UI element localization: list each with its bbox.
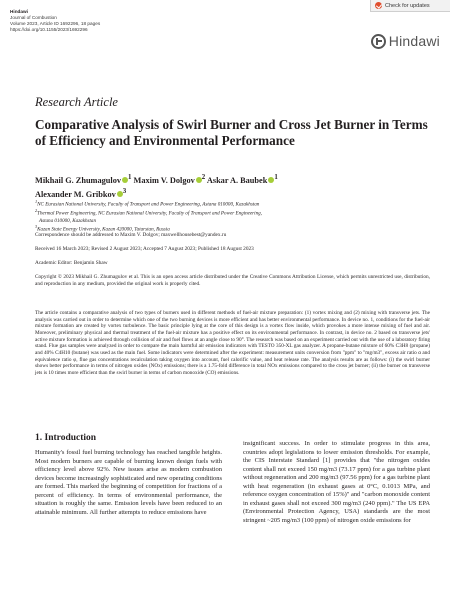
author-affiliation-sup: 1 <box>274 174 278 181</box>
author-affiliation-sup: 1 <box>128 174 132 181</box>
journal-name: Journal of Combustion <box>10 15 57 20</box>
author-affiliation-sup: 3 <box>122 187 127 195</box>
hindawi-logo-icon <box>371 34 386 49</box>
intro-right-column: insignificant success. In order to stimulate progress in this area, countries adopt legislations to lower emission thresholds. For example, the CIS Interstate Standard [1] provides that "the nitrogen oxides content shall not exceed 150 mg/m3 (73.17 ppm) for a gas turbine plant without regeneration and 200 mg/m3 (97.56 ppm) for a gas turbine plant with heat regeneration (in exhaust gases at 0°C, 0.1013 MPa, and reference oxygen concentration of 15%)" and "carbon monoxide content in exhaust gases shall not exceed 300 mg/m3 (240 ppm)." The US EPA (Environmental Protection Agency, USA) standards are the most stringent ~205 mg/m3 (100 ppm) of nitrogen oxide emissions for <box>243 440 431 524</box>
doi-link[interactable]: https://doi.org/10.1155/2023/1692296 <box>10 27 88 32</box>
author-name: Alexander M. Gribkov <box>35 189 116 199</box>
affiliation-text: Kazan State Energy University, Kazan 420000, Tatarstan, Russia <box>37 226 170 233</box>
affiliation-item <box>35 208 430 217</box>
hindawi-logo-word: Hindawi <box>388 33 440 49</box>
affiliation-sup: 3 <box>35 224 38 230</box>
journal-info <box>10 9 100 33</box>
check-icon <box>375 2 382 9</box>
article-type: Research Article <box>35 95 118 109</box>
author-name: Maxim V. Dolgov <box>133 175 195 185</box>
check-for-updates-badge[interactable] <box>370 0 450 12</box>
affiliation-item <box>35 199 430 208</box>
affiliations <box>35 199 430 233</box>
copyright-notice: Copyright © 2023 Mikhail G. Zhumagulov et al. This is an open access article distributed under the Creative Commons Attribution License, which permits unrestricted use, distribution, and reproduction in any medium, provided the original work is properly cited. <box>35 274 430 287</box>
affiliation-sup: 1 <box>35 199 38 204</box>
paper-title: Comparative Analysis of Swirl Burner and Cross Jet Burner in Terms of Efficiency and Environmental Performance <box>35 117 428 148</box>
hindawi-logo <box>371 33 440 49</box>
publisher-name: Hindawi <box>10 9 28 14</box>
check-for-updates-label: Check for updates <box>385 2 430 9</box>
abstract: The article contains a comparative analysis of two types of burners used in different methods of fuel-air mixture preparation: (1) vortex mixing and (2) mixing with transverse jets. The analysis was carried out in order to determine which one of the two burning devices is more efficient and has better environmental performance. In device no. 1, conditions for the fuel-air mixture formation are created by vortex turbulence. The basic principle lying at the core of this design is a vortex flow inside, which provokes a more intense mixing of fuel and air. Moreover, preliminary physical and thermal treatment of the fuel-air mixture has a positive effect on its environmental performance. In contrast, in device no. 2 based on transverse jets' active mixture formation is achieved through collision of air and fuel flows at an angle close to 90°. The research was based on an experiment carried out with the use of a laboratory firing stand. Flue gas samples were analyzed in order to compare the main harmful air emission indicators with TESTO 350-XL gas analyzer. A propane-butane mixture of 60% C3H8 (propane) and 40% C4H10 (butane) was used as the main fuel. Some indicators were determined after the experiment: measurement units conversion from "ppm" to "mg/m3", excess air ratio α and equivalence ratio φ, flue gas concentrations recalculation taking oxygen into account, fuel calorific value, and heat release rate. The analysis results are as follows: (i) the swirl burner shows better performance in terms of nitrogen oxides (NOx) emissions; there is a 1.75-fold difference in total NOx emissions compared to the cross jet burner; (ii) the burner on transverse jets is 10 times more efficient than the swirl burner in terms of carbon monoxide (CO) emissions. <box>35 310 430 376</box>
correspondence: Correspondence should be addressed to Maxim V. Dolgov; maxwellhousebest@yandex.ru <box>35 232 227 238</box>
academic-editor: Academic Editor: Benjamin Shaw <box>35 260 108 266</box>
affiliation-continuation: Astana 010000, Kazakhstan <box>39 217 97 224</box>
publication-dates: Received 16 March 2023; Revised 2 August 2023; Accepted 7 August 2023; Published 18 August 2023 <box>35 246 254 252</box>
volume-line: Volume 2023, Article ID 1692296, 18 pages <box>10 21 101 26</box>
section-heading: 1. Introduction <box>35 433 97 443</box>
affiliation-sup: 2 <box>35 208 38 214</box>
affiliation-text: Thermal Power Engineering, NC Eurasian National University, Faculty of Transport and Power Engineering, <box>37 210 262 217</box>
author-name: Mikhail G. Zhumagulov <box>35 175 121 185</box>
author-affiliation-sup: 2 <box>201 174 206 181</box>
affiliation-text: NC Eurasian National University, Faculty of Transport and Power Engineering, Astana 010000, Kazakhstan <box>37 201 260 208</box>
author-name: Askar A. Baubek <box>206 175 268 185</box>
author-list <box>35 172 430 200</box>
intro-left-column: Humanity's fossil fuel burning technology has reached tangible heights. Most modern burners are capable of burning known design fuels with efficiency level above 92%. New issues arise as modern combustion devices become increasingly sophisticated and new operating conditions are formed. This marked the beginning of competition for fractions of a percent of efficiency. In terms of environmental performance, the situation is roughly the same. Emission levels have been reduced to an attainable minimum. All further attempts to reduce emissions have <box>35 449 222 516</box>
